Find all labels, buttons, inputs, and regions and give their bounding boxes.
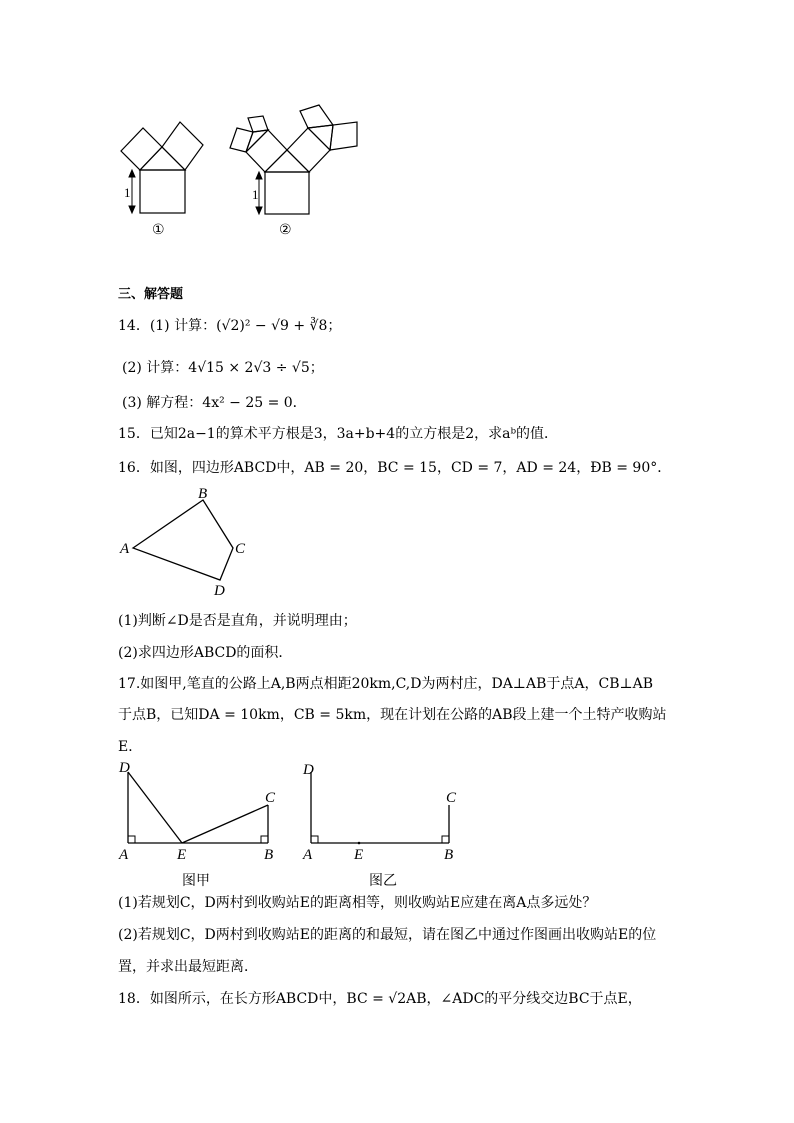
q17-yi-label-E: E (354, 847, 364, 863)
q17-jia-label-C: C (265, 790, 276, 806)
q17-sub2-line1: (2)若规划C，D两村到收购站E的距离的和最短，请在图乙中通过作图画出收购站E的位 (118, 927, 657, 943)
q17-yi-label-C: C (446, 790, 457, 806)
q16-sub1: (1)判断∠D是否是直角，并说明理由； (118, 613, 357, 629)
q16-label-D: D (214, 583, 225, 599)
q16-label-A: A (120, 541, 130, 557)
q17-yi-label-A: A (303, 847, 313, 863)
figure-1-pythagoras-squares (110, 115, 220, 220)
q16-stem: 16．如图，四边形ABCD中，AB = 20，BC = 15，CD = 7，AD = 24，ÐB = 90°． (118, 460, 672, 476)
q17-fig-jia-caption: 图甲 (182, 873, 210, 889)
q17-line1: 17.如图甲,笔直的公路上A,B两点相距20km,C,D为两村庄，DA⊥AB于点A，CB⊥AB (118, 676, 654, 692)
figure-2-pythagoras-tree (225, 100, 365, 220)
q17-sub1: (1)若规划C，D两村到收购站E的距离相等，则收购站E应建在离A点多远处？ (118, 895, 597, 911)
q17-jia-label-B: B (264, 847, 274, 863)
q14-part3: (3) 解方程：4x² − 25 = 0． (122, 395, 307, 411)
fig2-side-label: 1 (252, 187, 259, 202)
fig1-caption: ① (152, 222, 165, 238)
q17-figure-jia (115, 760, 290, 865)
section-title: 三、解答题 (118, 287, 184, 302)
fig2-caption: ② (279, 222, 292, 238)
q17-figure-yi (300, 760, 470, 865)
q17-jia-label-D: D (119, 760, 130, 776)
fig1-side-label: 1 (124, 185, 131, 200)
q17-jia-label-E: E (177, 847, 187, 863)
q17-line3: E． (118, 739, 143, 755)
q17-yi-label-D: D (303, 762, 314, 778)
q16-sub2: (2)求四边形ABCD的面积． (118, 645, 293, 661)
q17-fig-yi-caption: 图乙 (369, 873, 397, 889)
q17-yi-label-B: B (444, 847, 454, 863)
q17-sub2-line2: 置，并求出最短距离． (118, 959, 258, 975)
q16-label-C: C (235, 541, 246, 557)
q14-part2: (2) 计算：4√15 × 2√3 ÷ √5； (122, 360, 324, 376)
q15-text: 15．已知2a−1的算术平方根是3，3a+b+4的立方根是2，求aᵇ的值． (118, 426, 559, 442)
q16-quadrilateral-figure (115, 485, 255, 600)
q17-line2: 于点B，已知DA = 10km，CB = 5km，现在计划在公路的AB段上建一个土特产收购站 (118, 707, 667, 723)
q14-part1: 14．(1) 计算：(√2)² − √9 + ∛8； (118, 318, 342, 334)
q16-label-B: B (198, 486, 208, 502)
q17-jia-label-A: A (119, 847, 129, 863)
q18-text: 18．如图所示，在长方形ABCD中，BC = √2AB，∠ADC的平分线交边BC于点E， (118, 991, 642, 1007)
